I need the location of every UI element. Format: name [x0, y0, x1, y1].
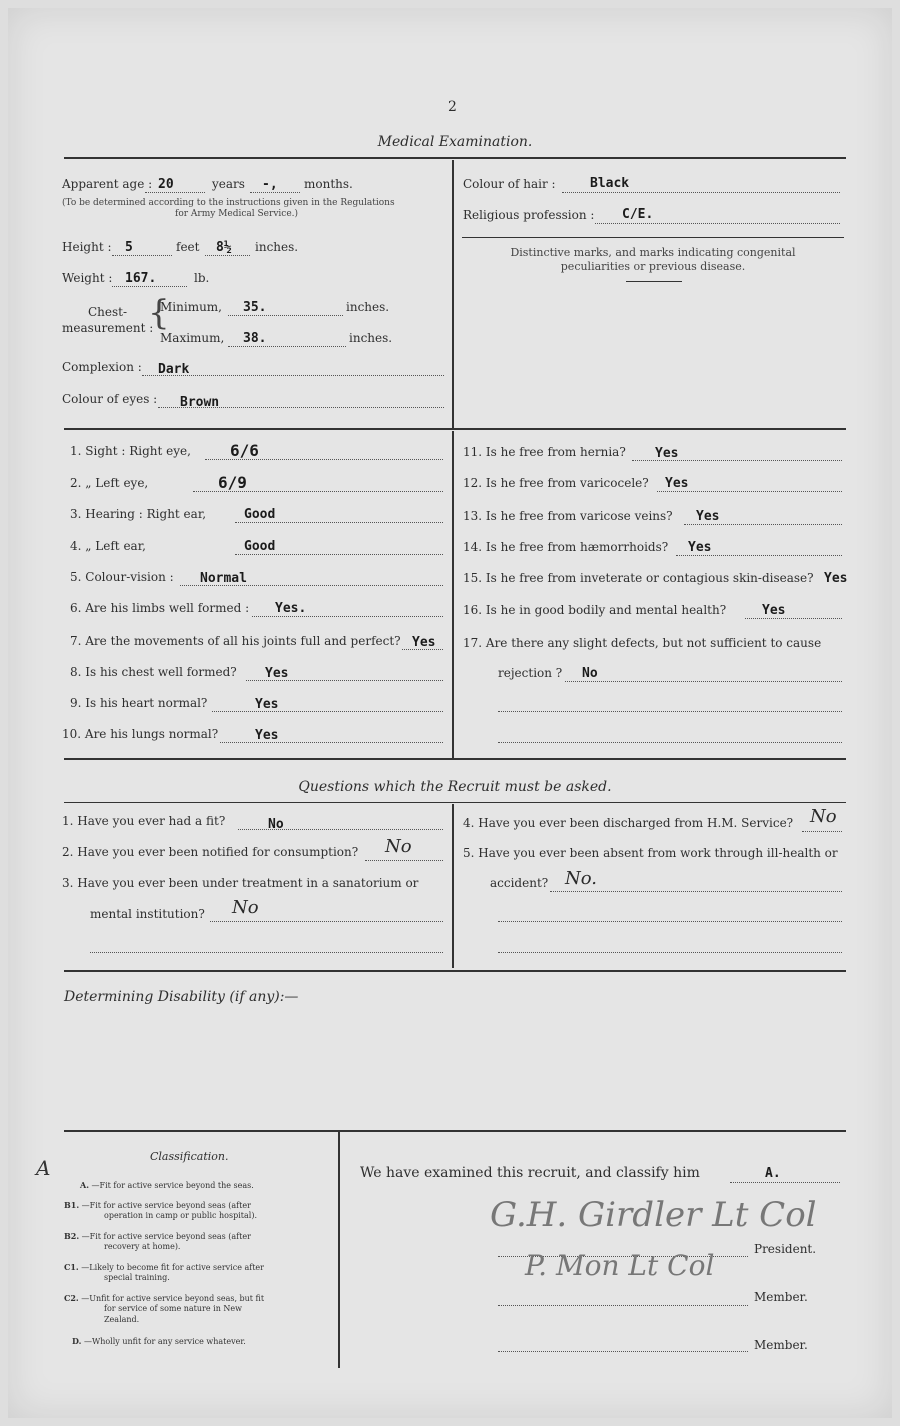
q16-label: 16. Is he in good bodily and mental health? — [463, 603, 727, 617]
divider-4 — [338, 1132, 340, 1368]
class-c2-code: C2. —Unfit for active service beyond seas, but fit — [64, 1293, 265, 1303]
rq5-label-line-2: accident? — [490, 876, 549, 890]
q1-answer: 6/6 — [230, 441, 259, 460]
inches-label-height: inches. — [255, 240, 299, 254]
eye-colour-label: Colour of eyes : — [62, 392, 158, 406]
height-label: Height : — [62, 240, 112, 254]
q15-label: 15. Is he free from inveterate or contagious skin-disease? — [463, 571, 814, 585]
rq4-label: 4. Have you ever been discharged from H.M. Service? — [463, 816, 794, 830]
distinctive-marks-heading-2: peculiarities or previous disease. — [560, 260, 746, 273]
hair-colour-value: Black — [590, 176, 630, 191]
feet-label: feet — [176, 240, 200, 254]
rq3-answer: No — [232, 897, 259, 918]
q15-answer: Yes — [824, 571, 848, 586]
rq2-answer: No — [385, 836, 412, 857]
chest-minimum-label: Minimum, — [160, 300, 222, 314]
hair-colour-label: Colour of hair : — [463, 177, 556, 191]
height-feet-value: 5 — [125, 240, 133, 255]
class-c1-line-2: special training. — [104, 1273, 170, 1282]
chest-minimum-unit: inches. — [346, 300, 390, 314]
rule-top — [64, 157, 846, 159]
chest-minimum-value: 35. — [243, 300, 267, 315]
examined-statement: We have examined this recruit, and classify him — [360, 1165, 700, 1181]
q14-label: 14. Is he free from hæmorrhoids? — [463, 540, 669, 554]
eye-colour-value: Brown — [180, 395, 220, 410]
age-note-line-2: for Army Medical Service.) — [175, 209, 299, 219]
q17-answer: No — [582, 666, 598, 681]
q13-answer: Yes — [696, 509, 720, 524]
class-b1-line-2: operation in camp or public hospital). — [104, 1211, 257, 1220]
q7-label: 7. Are the movements of all his joints full and perfect? — [70, 634, 401, 648]
chest-maximum-value: 38. — [243, 331, 267, 346]
chest-label-2: measurement : — [62, 321, 154, 335]
age-note-line-1: (To be determined according to the instructions given in the Regulations — [62, 198, 395, 208]
classification-handwritten-mark: A — [36, 1156, 51, 1180]
q3-answer: Good — [244, 507, 276, 522]
q10-label: 10. Are his lungs normal? — [62, 727, 219, 741]
religion-value: C/E. — [622, 207, 654, 222]
determining-disability-label: Determining Disability (if any):— — [64, 989, 299, 1005]
member-2-label: Member. — [754, 1338, 808, 1352]
rq1-label: 1. Have you ever had a fit? — [62, 814, 226, 828]
q10-answer: Yes — [255, 728, 279, 743]
q3-label: 3. Hearing : Right ear, — [70, 507, 207, 521]
q6-answer: Yes. — [275, 601, 307, 616]
apparent-age-years-value: 20 — [158, 177, 174, 192]
q12-answer: Yes — [665, 476, 689, 491]
divider-3 — [452, 804, 454, 968]
q2-answer: 6/9 — [218, 473, 247, 492]
class-b1-code: B1. —Fit for active service beyond seas (after — [64, 1200, 251, 1210]
q9-answer: Yes — [255, 697, 279, 712]
chest-maximum-label: Maximum, — [160, 331, 225, 345]
q13-label: 13. Is he free from varicose veins? — [463, 509, 673, 523]
height-inches-value: 8½ — [216, 240, 232, 255]
rule-4 — [64, 970, 846, 972]
rq1-answer: No — [268, 817, 284, 832]
class-c1-code: C1. —Likely to become fit for active service after — [64, 1262, 264, 1272]
rq3-label-line-1: 3. Have you ever been under treatment in a sanatorium or — [62, 876, 419, 890]
q17-label-line-1: 17. Are there any slight defects, but not sufficient to cause — [463, 636, 822, 650]
class-b2-line-2: recovery at home). — [104, 1242, 181, 1251]
divider-1 — [452, 160, 454, 428]
classification-heading: Classification. — [150, 1150, 229, 1163]
chest-maximum-unit: inches. — [349, 331, 393, 345]
president-signature: G.H. Girdler Lt Col — [490, 1195, 817, 1235]
rule-2 — [64, 428, 846, 430]
q6-label: 6. Are his limbs well formed : — [70, 601, 250, 615]
q4-answer: Good — [244, 539, 276, 554]
q9-label: 9. Is his heart normal? — [70, 696, 208, 710]
apparent-age-months-value: -, — [262, 177, 278, 192]
q4-label: 4. „ Left ear, — [70, 539, 146, 553]
classification-result: A. — [765, 1166, 781, 1181]
rule-3 — [64, 758, 846, 760]
rq4-answer: No — [810, 806, 837, 827]
form-title: Medical Examination. — [377, 134, 533, 150]
member-1-signature: P. Mon Lt Col — [525, 1249, 715, 1282]
weight-unit: lb. — [194, 271, 210, 285]
rule-5 — [64, 1130, 846, 1132]
president-label: President. — [754, 1242, 817, 1256]
complexion-label: Complexion : — [62, 360, 142, 374]
rq5-label-line-1: 5. Have you ever been absent from work through ill-health or — [463, 846, 838, 860]
rq2-label: 2. Have you ever been notified for consumption? — [62, 845, 359, 859]
q16-answer: Yes — [762, 603, 786, 618]
recruit-questions-heading: Questions which the Recruit must be asked. — [298, 779, 612, 795]
q2-label: 2. „ Left eye, — [70, 476, 149, 490]
class-c2-line-3: Zealand. — [104, 1315, 140, 1324]
member-1-label: Member. — [754, 1290, 808, 1304]
class-c2-line-2: for service of some nature in New — [104, 1304, 242, 1313]
q11-label: 11. Is he free from hernia? — [463, 445, 626, 459]
class-b2-code: B2. —Fit for active service beyond seas (after — [64, 1231, 251, 1241]
q8-label: 8. Is his chest well formed? — [70, 665, 237, 679]
q5-answer: Normal — [200, 571, 247, 586]
class-a-code: A. —Fit for active service beyond the seas. — [80, 1180, 254, 1190]
class-d-code: D. —Wholly unfit for any service whatever. — [72, 1336, 246, 1346]
distinctive-marks-heading-1: Distinctive marks, and marks indicating congenital — [510, 246, 796, 259]
page-number: 2 — [448, 99, 457, 115]
q8-answer: Yes — [265, 666, 289, 681]
weight-value: 167. — [125, 271, 157, 286]
q5-label: 5. Colour-vision : — [70, 570, 174, 584]
divider-2 — [452, 431, 454, 758]
chest-brace: { — [148, 293, 170, 333]
apparent-age-label: Apparent age : — [62, 177, 153, 191]
years-label: years — [212, 177, 245, 191]
q1-label: 1. Sight : Right eye, — [70, 444, 191, 458]
religion-label: Religious profession : — [463, 208, 595, 222]
q17-label-line-2: rejection ? — [498, 666, 563, 680]
q14-answer: Yes — [688, 540, 712, 555]
q7-answer: Yes — [412, 635, 436, 650]
q11-answer: Yes — [655, 446, 679, 461]
rq5-answer: No. — [565, 868, 597, 889]
months-label: months. — [304, 177, 353, 191]
q12-label: 12. Is he free from varicocele? — [463, 476, 649, 490]
weight-label: Weight : — [62, 271, 113, 285]
complexion-value: Dark — [158, 362, 190, 377]
rq3-label-line-2: mental institution? — [90, 907, 205, 921]
chest-label-1: Chest- — [88, 305, 128, 319]
